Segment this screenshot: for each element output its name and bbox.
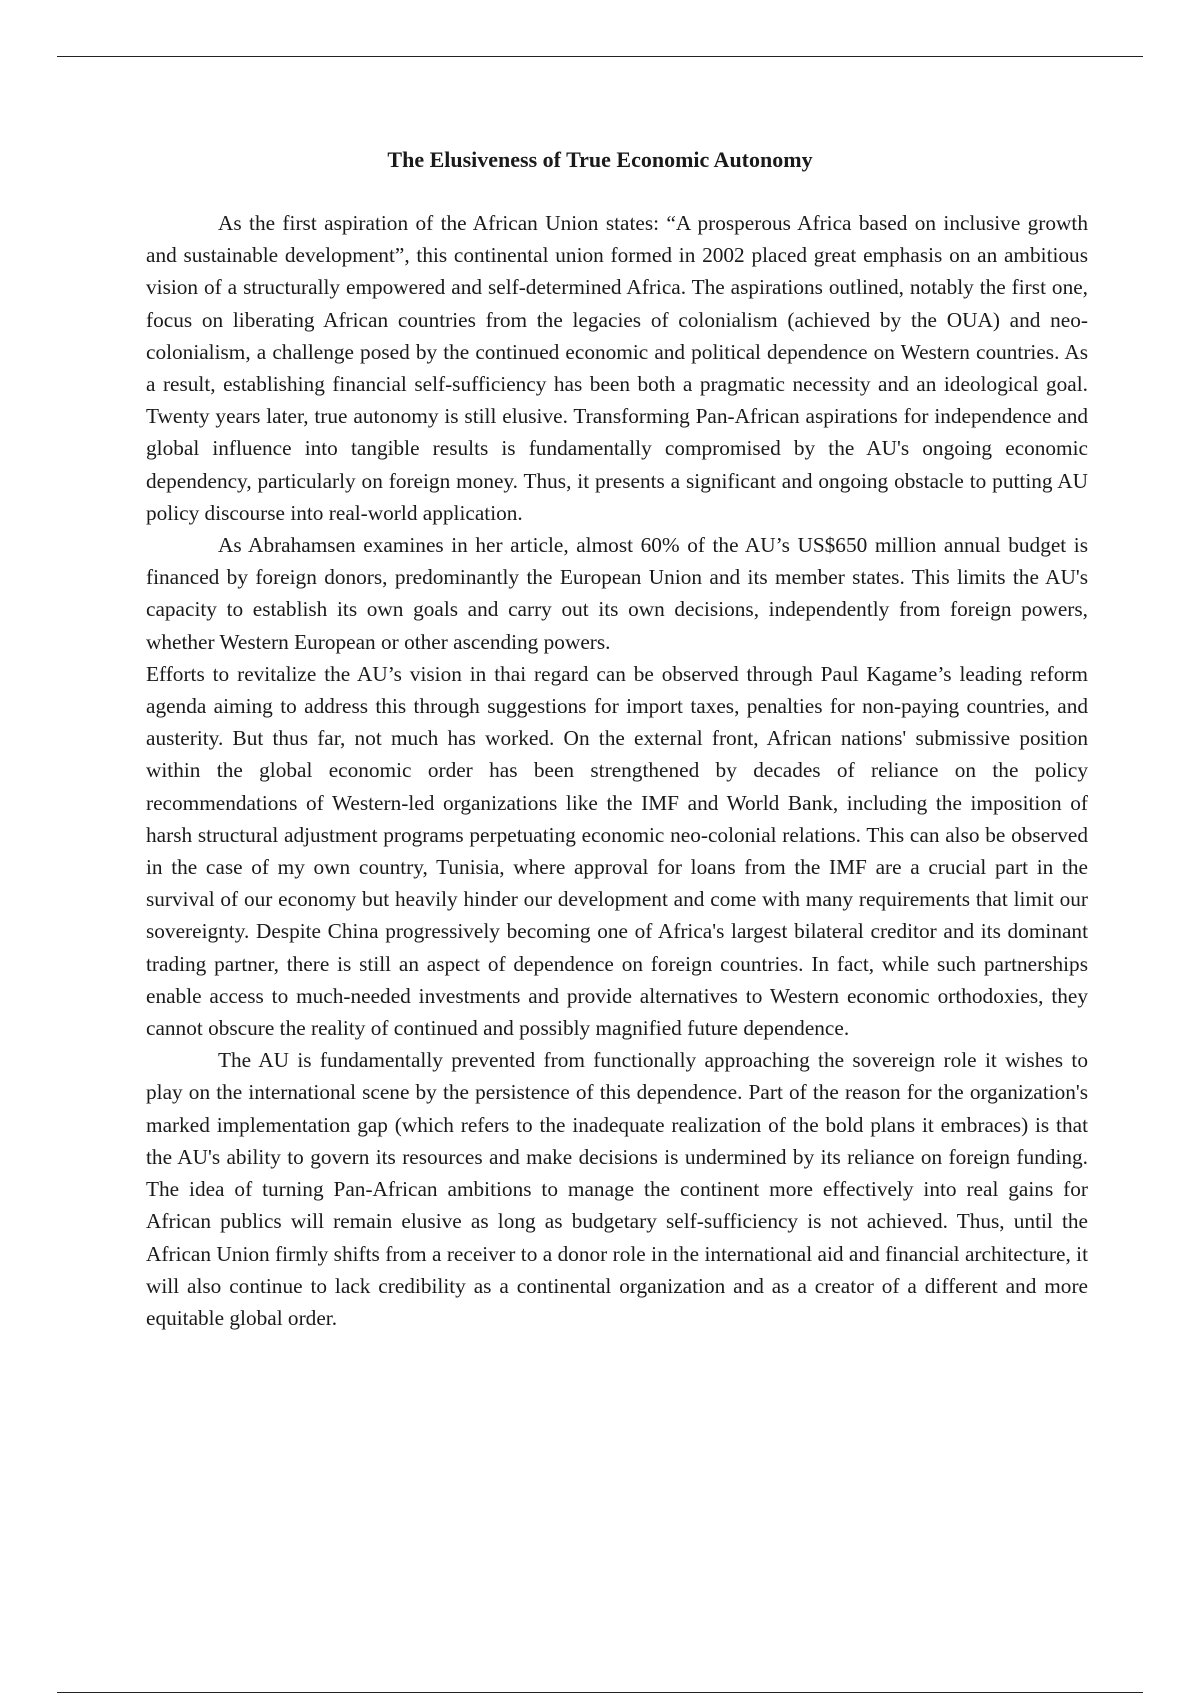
paragraph-1: As the first aspiration of the African Union states: “A prosperous Africa based on inclusive growth and sustainable development”, this continental union formed in 2002 placed great emphasis on an ambitious vision of a structurally empowered and self-determined Africa. The aspirations outlined, notably the first one, focus on liberating African countries from the legacies of colonialism (achieved by the OUA) and neo-colonialism, a challenge posed by the continued economic and political dependence on Western countries. As a result, establishing financial self-sufficiency has been both a pragmatic necessity and an ideological goal. Twenty years later, true autonomy is still elusive. Transforming Pan-African aspirations for independence and global influence into tangible results is fundamentally compromised by the AU's ongoing economic dependency, particularly on foreign money. Thus, it presents a significant and ongoing obstacle to putting AU policy discourse into real-world application. bbox=[146, 211, 1088, 525]
top-rule bbox=[57, 56, 1143, 57]
paragraph-2: As Abrahamsen examines in her article, almost 60% of the AU’s US$650 million annual budget is financed by foreign donors, predominantly the European Union and its member states. This limits the AU's capacity to establish its own goals and carry out its own decisions, independently from foreign powers, whether Western European or other ascending powers. bbox=[146, 533, 1088, 654]
paragraph-3: Efforts to revitalize the AU’s vision in thai regard can be observed through Paul Kagame’s leading reform agenda aiming to address this through suggestions for import taxes, penalties for non-paying countries, and austerity. But thus far, not much has worked. On the external front, African nations' submissive position within the global economic order has been strengthened by decades of reliance on the policy recommendations of Western-led organizations like the IMF and World Bank, including the imposition of harsh structural adjustment programs perpetuating economic neo-colonial relations. This can also be observed in the case of my own country, Tunisia, where approval for loans from the IMF are a crucial part in the survival of our economy but heavily hinder our development and come with many requirements that limit our sovereignty. Despite China progressively becoming one of Africa's largest bilateral creditor and its dominant trading partner, there is still an aspect of dependence on foreign countries. In fact, while such partnerships enable access to much-needed investments and provide alternatives to Western economic orthodoxies, they cannot obscure the reality of continued and possibly magnified future dependence. bbox=[146, 661, 1088, 1041]
bottom-rule bbox=[57, 1692, 1143, 1693]
paragraph-4: The AU is fundamentally prevented from functionally approaching the sovereign role it wishes to play on the international scene by the persistence of this dependence. Part of the reason for the organization's marked implementation gap (which refers to the inadequate realization of the bold plans it embraces) is that the AU's ability to govern its resources and make decisions is undermined by its reliance on foreign funding. The idea of turning Pan-African ambitions to manage the continent more effectively into real gains for African publics will remain elusive as long as budgetary self-sufficiency is not achieved. Thus, until the African Union firmly shifts from a receiver to a donor role in the international aid and financial architecture, it will also continue to lack credibility as a continental organization and as a creator of a different and more equitable global order. bbox=[146, 1048, 1088, 1330]
document-title: The Elusiveness of True Economic Autonomy bbox=[387, 147, 813, 172]
document-body bbox=[146, 207, 1088, 1334]
